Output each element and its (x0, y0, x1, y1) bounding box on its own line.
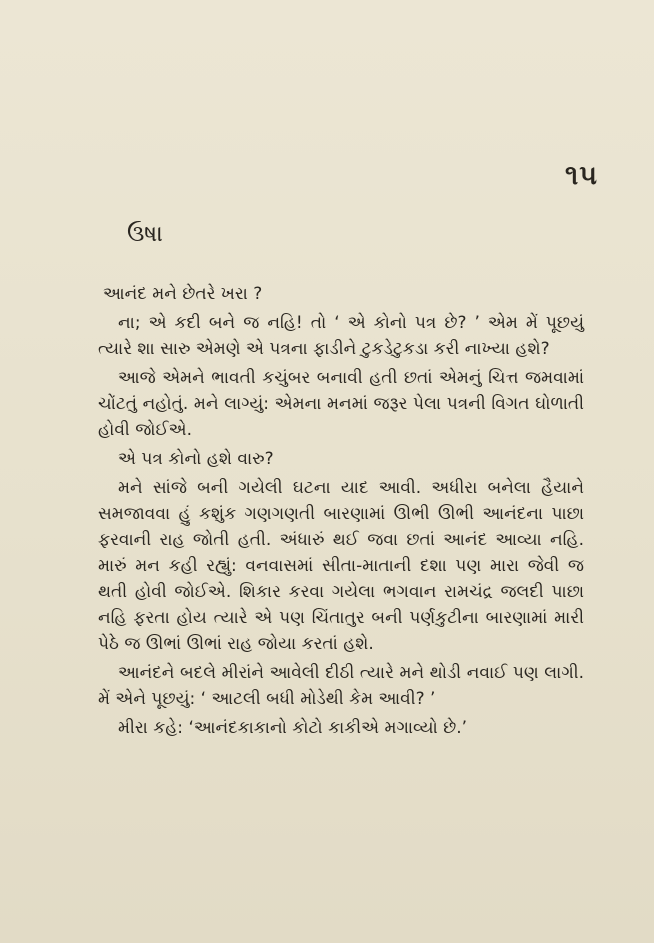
paragraph: એ પત્ર કોનો હશે વારુ? (118, 449, 274, 469)
paragraph: આજે એમને ભાવતી કચુંબર બનાવી હતી છતાં એમનું ચિત્ત જમવામાં ચોંટતું નહોતું. મને લાગ્યું: એમના મનમાં જરૂર પેલા પત્રની વિગત ઘોળાતી હોવી જોઈએ. (98, 368, 584, 440)
paragraph: ના; એ કદી બને જ નહિ! તો ‘ એ કોનો પત્ર છે? ’ એમ મેં પૂછયું ત્યારે શા સારુ એમણે એ પત્રના ફાડીને ટુકડેટુકડા કરી નાખ્યા હશે? (98, 313, 584, 359)
chapter-title: ઉષા (127, 221, 163, 247)
paragraph: આનંદને બદલે મીરાંને આવેલી દીઠી ત્યારે મને થોડી નવાઈ પણ લાગી. મેં એને પૂછયું: ‘ આટલી બધી મોડેથી કેમ આવી? ’ (98, 663, 584, 709)
page-number: ૧૫ (565, 160, 598, 191)
body-text (98, 281, 584, 744)
paragraph: મીરા કહે: ‘આનંદકાકાનો કોટો કાકીએ મગાવ્યો છે.’ (118, 718, 468, 738)
paragraph: આનંદ મને છેતરે ખરા ? (103, 284, 263, 304)
paragraph: મને સાંજે બની ગયેલી ઘટના યાદ આવી. અધીરા બનેલા હૈયાને સમજાવવા હું કશુંક ગણગણતી બારણામાં ઊભી ઊભી આનંદના પાછા ફરવાની રાહ જોતી હતી. અંધારું થઈ જવા છતાં આનંદ આવ્યા નહિ. મારું મન કહી રહ્યું: વનવાસમાં સીતા-માતાની દશા પણ મારા જેવી જ થતી હોવી જોઈએ. શિકાર કરવા ગયેલા ભગવાન રામચંદ્ર જલદી પાછા નહિ ફરતા હોય ત્યારે એ પણ ચિંતાતુર બની પર્ણકુટીના બારણામાં મારી પેઠે જ ઊભાં ઊભાં રાહ જોયા કરતાં હશે. (98, 478, 584, 654)
